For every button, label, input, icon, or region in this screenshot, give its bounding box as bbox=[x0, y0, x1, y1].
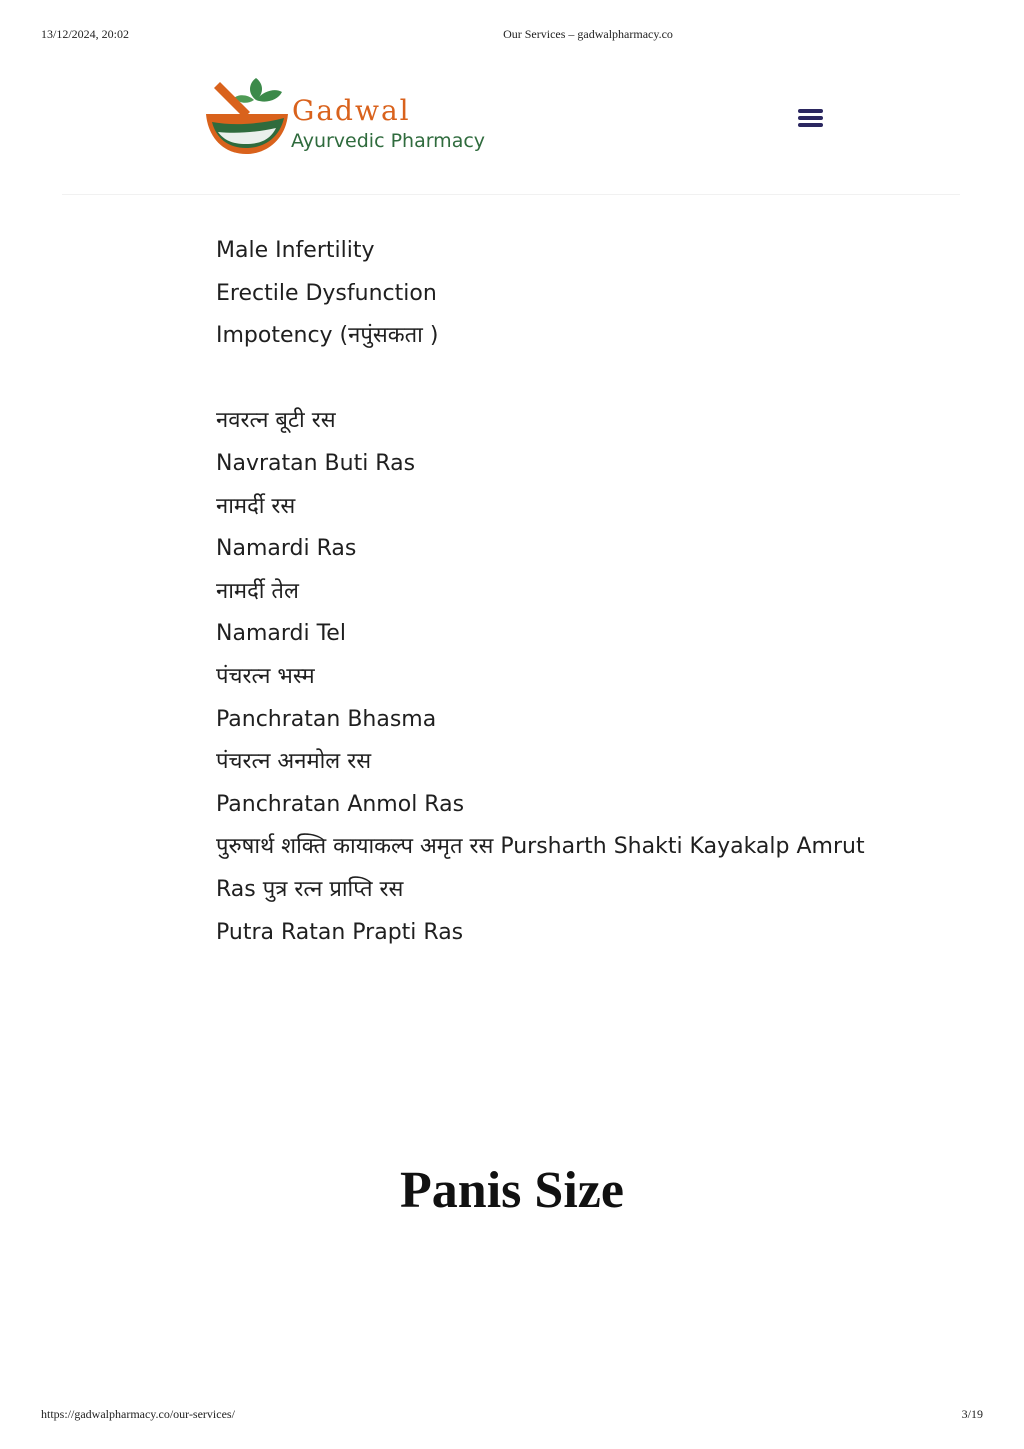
service-item: पुरुषार्थ शक्ति कायाकल्प अमृत रस Pursharth Shakti Kayakalp Amrut Ras पुत्र रत्न प्राप्ति रस bbox=[216, 834, 865, 902]
service-item: Putra Ratan Prapti Ras bbox=[216, 919, 464, 945]
print-page-title: Our Services – gadwalpharmacy.co bbox=[503, 27, 673, 41]
logo-tagline: Ayurvedic Pharmacy bbox=[291, 130, 486, 152]
service-item: Namardi Tel bbox=[216, 621, 346, 647]
print-header bbox=[0, 27, 1024, 43]
hamburger-menu-icon[interactable] bbox=[796, 105, 826, 131]
site-logo[interactable] bbox=[204, 74, 514, 158]
section-title: Panis Size bbox=[400, 1162, 624, 1219]
service-item: Erectile Dysfunction bbox=[216, 280, 437, 306]
service-item: Male Infertility bbox=[216, 238, 375, 263]
service-item: नामर्दी रस bbox=[216, 493, 296, 519]
mortar-pestle-leaf-icon bbox=[204, 74, 290, 158]
service-item: नवरत्न बूटी रस bbox=[216, 408, 336, 434]
service-item: पंचरत्न भस्म bbox=[216, 663, 315, 689]
print-url: https://gadwalpharmacy.co/our-services/ bbox=[41, 1407, 235, 1421]
print-page-number: 3/19 bbox=[961, 1407, 983, 1421]
print-footer bbox=[0, 1407, 1024, 1423]
logo-name: Gadwal bbox=[292, 94, 411, 127]
service-item: पंचरत्न अनमोल रस bbox=[216, 749, 372, 775]
service-item: Namardi Ras bbox=[216, 536, 357, 562]
site-header bbox=[62, 60, 960, 195]
service-item: Panchratan Bhasma bbox=[216, 706, 437, 732]
service-item: Impotency (नपुंसकता ) bbox=[216, 323, 439, 349]
service-item: नामर्दी तेल bbox=[216, 578, 299, 604]
services-list bbox=[216, 230, 866, 954]
service-item: Navratan Buti Ras bbox=[216, 450, 416, 476]
print-date: 13/12/2024, 20:02 bbox=[41, 27, 130, 41]
service-item: Panchratan Anmol Ras bbox=[216, 791, 465, 817]
